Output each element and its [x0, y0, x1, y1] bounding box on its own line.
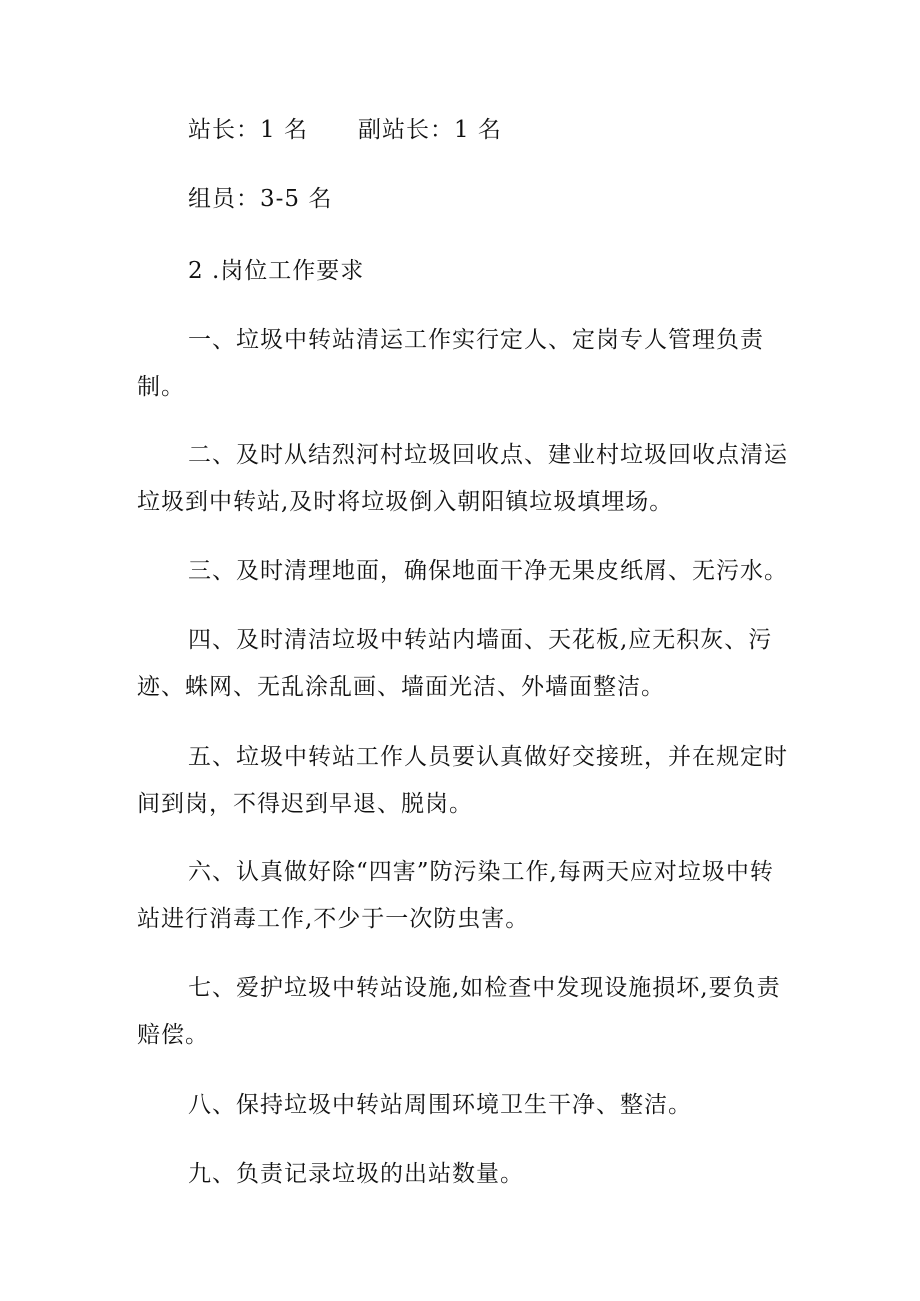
item-8-line-1: 八、保持垃圾中转站周围环境卫生干净、整洁。: [188, 1092, 692, 1118]
members-line: 组员：3-5 名: [188, 186, 333, 212]
item-3-line-1: 三、及时清理地面，确保地面干净无果皮纸屑、无污水。: [188, 558, 788, 584]
item-7-line-2: 赔偿。: [137, 1022, 209, 1048]
item-5-line-1: 五、垃圾中转站工作人员要认真做好交接班，并在规定时: [188, 744, 788, 770]
item-4-line-1: 四、及时清洁垃圾中转站内墙面、天花板,应无积灰、污: [188, 627, 773, 653]
item-4-line-2: 迹、蛛网、无乱涂乱画、墙面光洁、外墙面整洁。: [137, 674, 665, 700]
item-5-line-2: 间到岗，不得迟到早退、脱岗。: [137, 791, 473, 817]
item-6-line-1: 六、认真做好除“四害”防污染工作,每两天应对垃圾中转: [188, 859, 774, 885]
deputy-head-count: 副站长：1 名: [357, 117, 502, 143]
station-head-count: 站长：1 名: [188, 117, 308, 143]
item-7-line-1: 七、爱护垃圾中转站设施,如检查中发现设施损坏,要负责: [188, 975, 781, 1001]
item-1-line-1: 一、垃圾中转站清运工作实行定人、定岗专人管理负责: [188, 327, 764, 353]
item-6-line-2: 站进行消毒工作,不少于一次防虫害。: [137, 906, 530, 932]
section-title: 2 .岗位工作要求: [188, 258, 365, 284]
item-9-line-1: 九、负责记录垃圾的出站数量。: [188, 1161, 524, 1187]
item-2-line-1: 二、及时从结烈河村垃圾回收点、建业村垃圾回收点清运: [188, 442, 788, 468]
item-1-line-2: 制。: [137, 374, 185, 400]
staff-line: [0, 116, 920, 144]
item-2-line-2: 垃圾到中转站,及时将垃圾倒入朝阳镇垃圾填埋场。: [137, 489, 674, 515]
